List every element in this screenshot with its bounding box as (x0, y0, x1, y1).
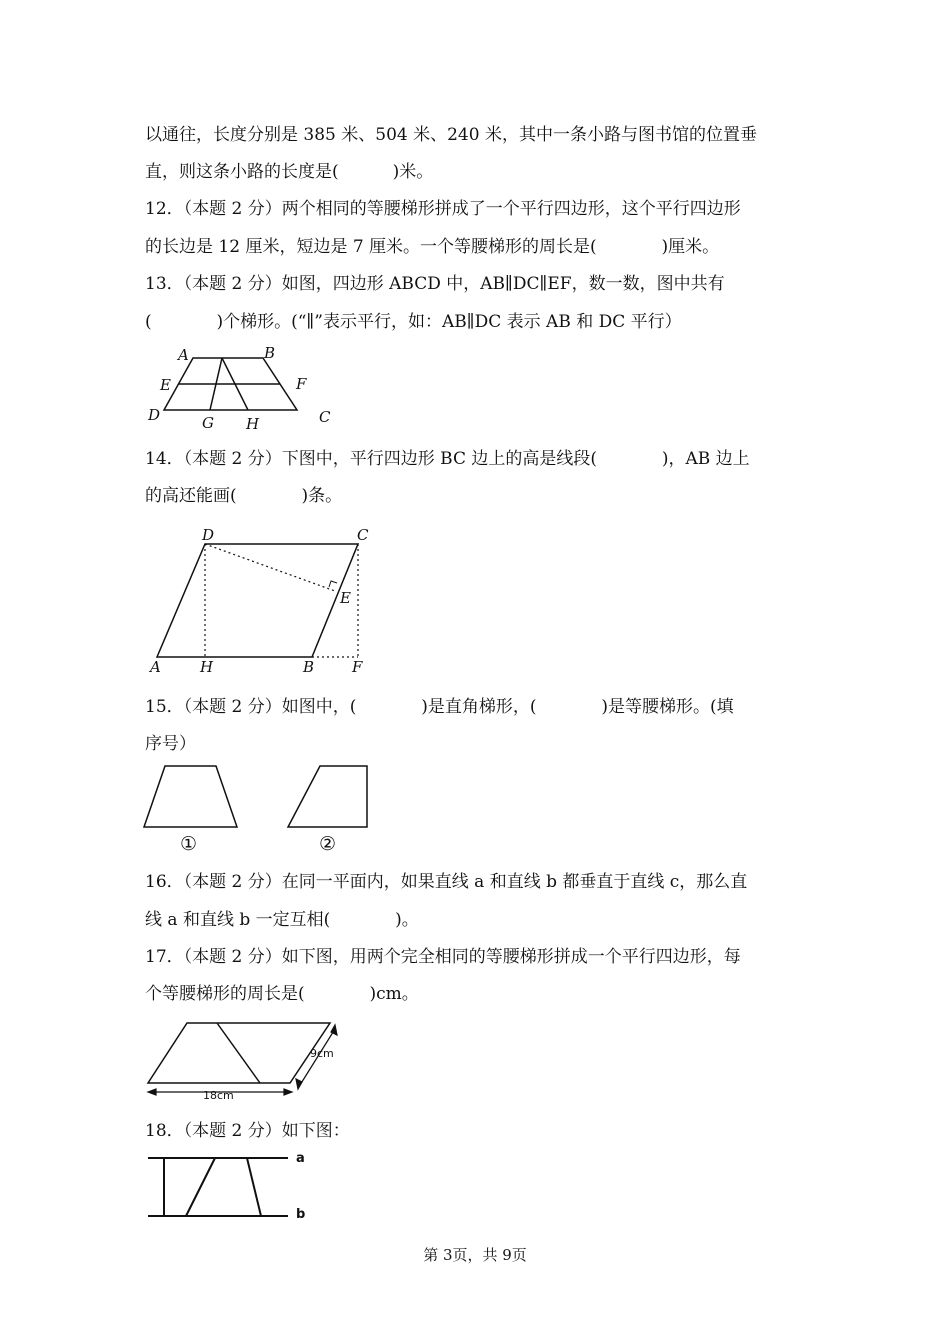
label-E: E (340, 589, 351, 607)
question-13-line2: ( )个梯形。(“∥”表示平行，如：AB∥DC 表示 AB 和 DC 平行） (145, 312, 682, 332)
label-F: F (352, 658, 363, 676)
page-footer: 第 3页，共 9页 (423, 1246, 527, 1264)
side-length-label: 9cm (310, 1047, 334, 1060)
label-C: C (319, 408, 331, 426)
label-A: A (178, 346, 189, 364)
question-13-line1: 13．（本题 2 分）如图，四边形 ABCD 中，AB∥DC∥EF，数一数，图中共有 (145, 274, 725, 294)
question-12-line2: 的长边是 12 厘米，短边是 7 厘米。一个等腰梯形的周长是( )厘米。 (145, 237, 720, 257)
line-a-label: a (296, 1151, 305, 1166)
question-16-line1: 16．（本题 2 分）在同一平面内，如果直线 a 和直线 b 都垂直于直线 c，那么直 (145, 872, 748, 892)
figure-14-parallelogram (140, 520, 390, 680)
label-D: D (148, 406, 161, 424)
base-length-label: 18cm (203, 1089, 234, 1102)
isosceles-trapezoid-shape (144, 766, 237, 827)
question-17-line1: 17．（本题 2 分）如下图，用两个完全相同的等腰梯形拼成一个平行四边形，每 (145, 947, 741, 967)
question-17-line2: 个等腰梯形的周长是( )cm。 (145, 984, 419, 1004)
text-line: 直，则这条小路的长度是( )米。 (145, 162, 434, 182)
label-A: A (150, 658, 161, 676)
figure-label-2: ② (319, 833, 337, 855)
question-14-line1: 14．（本题 2 分）下图中，平行四边形 BC 边上的高是线段( )，AB 边上 (145, 449, 750, 469)
figure-13-trapezoid (140, 340, 340, 435)
question-14-line2: 的高还能画( )条。 (145, 486, 343, 506)
label-D: D (202, 526, 215, 544)
label-C: C (357, 526, 369, 544)
right-trapezoid-shape (288, 766, 367, 827)
question-18-line1: 18．（本题 2 分）如下图： (145, 1121, 350, 1141)
question-15-line2: 序号） (145, 734, 196, 754)
figure-18-parallel-lines (140, 1148, 330, 1223)
figure-label-1: ① (180, 833, 198, 855)
line-b-label: b (296, 1207, 306, 1222)
figure-17-parallelogram (140, 1015, 360, 1105)
label-H: H (246, 415, 260, 433)
question-16-line2: 线 a 和直线 b 一定互相( )。 (145, 910, 419, 930)
question-12-line1: 12．（本题 2 分）两个相同的等腰梯形拼成了一个平行四边形，这个平行四边形 (145, 199, 741, 219)
label-H: H (200, 658, 214, 676)
label-B: B (303, 658, 315, 676)
text-line: 以通往，长度分别是 385 米、504 米、240 米，其中一条小路与图书馆的位置垂 (145, 125, 757, 145)
label-F: F (296, 375, 307, 393)
figure-15-trapezoids (140, 760, 380, 830)
label-G: G (202, 414, 214, 432)
question-15-line1: 15．（本题 2 分）如图中，( )是直角梯形，( )是等腰梯形。(填 (145, 697, 734, 717)
label-E: E (160, 376, 171, 394)
label-B: B (264, 344, 276, 362)
